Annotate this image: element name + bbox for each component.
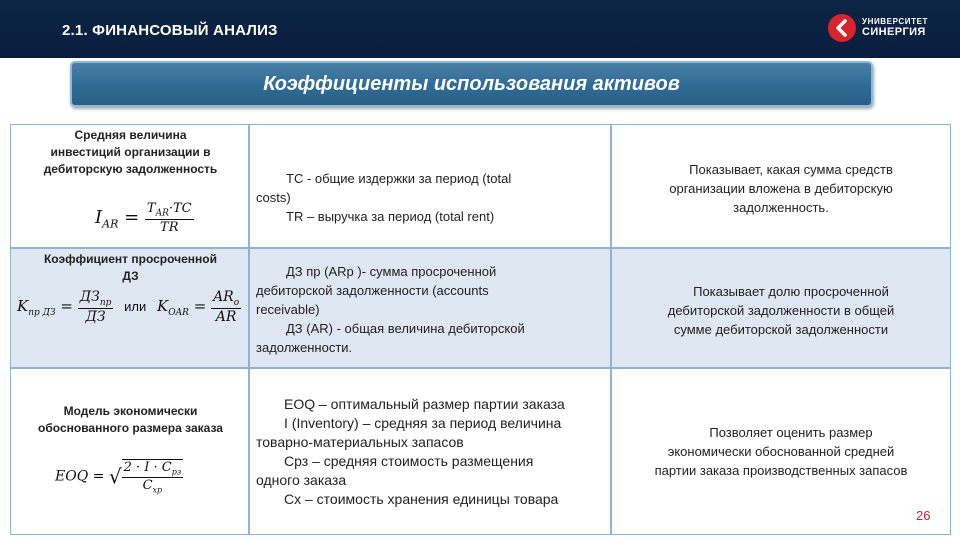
row-meaning-cell	[612, 125, 950, 247]
row-definition-cell	[250, 125, 612, 247]
meaning-text: Показывает долю просроченной дебиторской задолженности в общей сумме дебиторской задолженности	[667, 284, 895, 337]
row-title-cell	[11, 125, 250, 247]
university-logo	[828, 14, 948, 44]
table-row	[11, 249, 950, 369]
row-definition-cell	[250, 249, 612, 367]
row-title-cell	[11, 369, 250, 534]
meaning-text: Показывает, какая сумма средств организации вложена в дебиторскую задолженность.	[669, 162, 893, 215]
meaning-text: Позволяет оценить размер экономически обоснованной средней партии заказа производственных запасов	[654, 425, 908, 478]
table-row	[11, 369, 950, 534]
page-number: 26	[916, 508, 931, 523]
row-title-cell	[11, 249, 250, 367]
ratios-table	[10, 124, 951, 535]
logo-text-university: УНИВЕРСИТЕТ	[862, 17, 928, 26]
row-meaning-cell	[612, 369, 950, 534]
slide-subtitle: Коэффициенты использования активов	[70, 61, 873, 107]
slide-header	[0, 0, 960, 58]
row-title: Модель экономически обоснованного размера заказа	[38, 404, 223, 435]
logo-mark-icon	[828, 14, 856, 42]
formula-eoq: EOQ = √ $\frac{2 \cdot I \cdot C_{рз}}{C_{хр}}$	[55, 460, 182, 495]
logo-text-synergy: СИНЕРГИЯ	[862, 26, 926, 38]
table-row	[11, 125, 950, 249]
definition-text: TC - общие издержки за период (total costs) TR – выручка за период (total rent)	[256, 171, 512, 224]
row-title: Средняя величина инвестиций организации в дебиторскую задолженность	[43, 128, 218, 176]
slide-section-title: 2.1. ФИНАНСОВЫЙ АНАЛИЗ	[62, 22, 278, 39]
row-definition-cell	[250, 369, 612, 534]
formula-iar: $I_{AR}$ = $\frac{T_{AR}\cdot TC}{TR}$	[95, 201, 192, 235]
row-title: Коэффициент просроченной ДЗ	[43, 252, 217, 283]
row-meaning-cell	[612, 249, 950, 367]
definition-text: ДЗ пр (ARp )- сумма просроченной дебиторской задолженности (accounts receivable) ДЗ (AR) - общая величина дебиторской задолженности.	[256, 264, 525, 355]
formula-overdue-receivables: $K_{пр ДЗ}$ = $\frac{ДЗ_{пр}}{ДЗ}$ или $K_{OAR}$ = $\frac{AR_o}{AR}$	[17, 289, 240, 325]
definition-text: EOQ – оптимальный размер партии заказа I (Inventory) – средняя за период величина товарно-материальных запасов Cрз – средняя стоимость размещения одного заказа Cх – стоимость хранения единицы товара	[256, 396, 565, 507]
